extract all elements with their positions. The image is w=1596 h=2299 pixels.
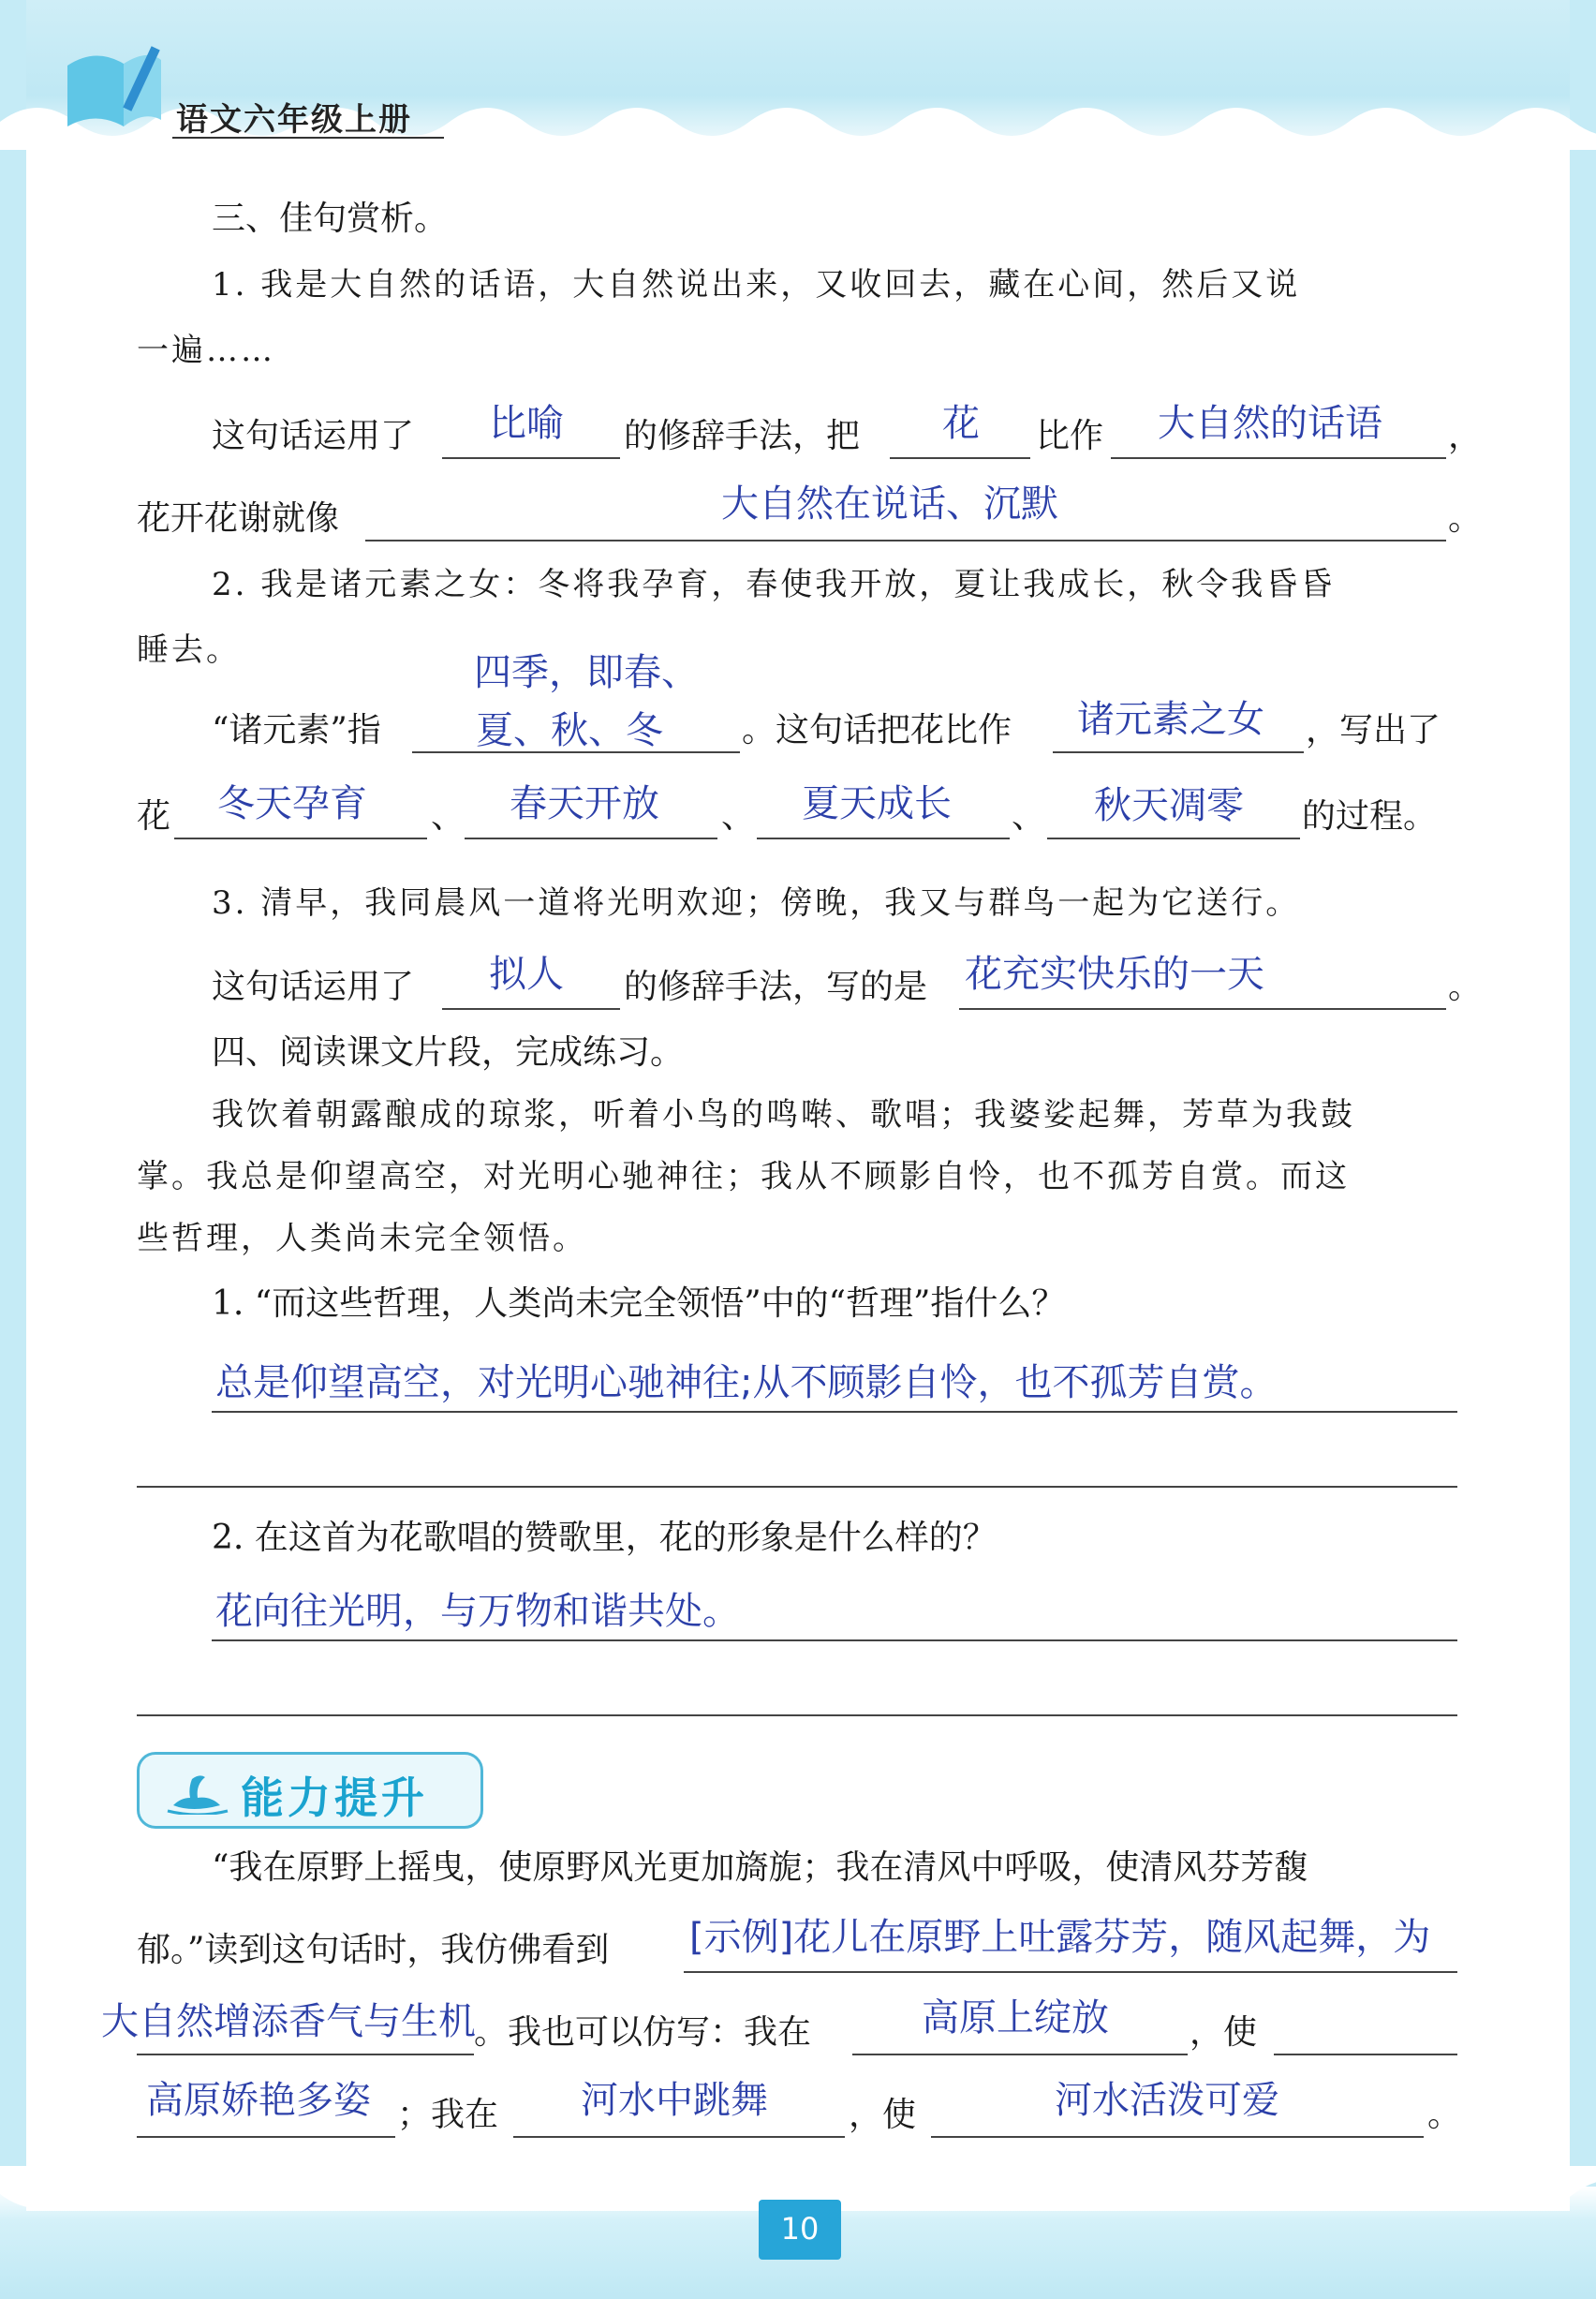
fill-prompt: 。我也可以仿写：我在 — [474, 2013, 812, 2052]
question-text: “我在原野上摇曳，使原野风光更加旖旎；我在清风中呼吸，使清风芬芳馥 — [212, 1848, 1308, 1887]
question-text: 1. “而这些哲理，人类尚未完全领悟”中的“哲理”指什么？ — [212, 1284, 1066, 1323]
handwritten-answer: 高原娇艳多姿 — [146, 2079, 371, 2122]
book-pencil-icon — [58, 37, 170, 141]
fill-prompt: 。 — [1448, 968, 1483, 1006]
handwritten-answer: 花向往光明，与万物和谐共处。 — [215, 1590, 740, 1633]
swan-icon — [164, 1768, 231, 1815]
handwritten-answer: 大自然增添香气与生机 — [101, 2000, 476, 2043]
answer-blank[interactable] — [137, 2012, 474, 2055]
fill-prompt: 这句话运用了 — [212, 968, 415, 1006]
handwritten-answer: 夏、秋、冬 — [476, 709, 663, 752]
book-title: 语文六年级上册 — [176, 101, 412, 139]
handwritten-answer: 总是仰望高空，对光明心驰神往;从不顾影自怜，也不孤芳自赏。 — [215, 1361, 1278, 1404]
fill-prompt: 的修辞手法，写的是 — [624, 968, 928, 1006]
handwritten-answer: 高原上绽放 — [922, 1996, 1109, 2039]
passage-line: 掌。我总是仰望高空，对光明心驰神往；我从不顾影自怜，也不孤芳自赏。而这 — [137, 1158, 1350, 1195]
fill-prompt: ，使 — [1190, 2013, 1258, 2052]
answer-line[interactable] — [212, 1598, 1457, 1641]
fill-prompt: ，使 — [849, 2096, 917, 2134]
handwritten-answer: 春天开放 — [510, 782, 659, 825]
fill-prompt: “诸元素”指 — [212, 711, 381, 749]
answer-line[interactable] — [137, 1445, 1457, 1488]
section-heading: 四、阅读课文片段，完成练习。 — [212, 1033, 685, 1072]
ability-badge — [137, 1752, 483, 1829]
separator: 、 — [1012, 797, 1046, 836]
fill-prompt: 郁。”读到这句话时，我仿佛看到 — [137, 1931, 610, 1969]
handwritten-answer: 拟人 — [489, 953, 564, 996]
handwritten-answer: 河水活泼可爱 — [1055, 2079, 1279, 2122]
separator: 、 — [431, 797, 466, 836]
question-text: 一遍…… — [137, 332, 275, 369]
question-text: 1. 我是大自然的话语，大自然说出来，又收回去，藏在心间，然后又说 — [212, 266, 1301, 304]
handwritten-answer: 大自然的话语 — [1158, 402, 1382, 445]
fill-prompt: 。 — [1448, 499, 1483, 538]
question-text: 睡去。 — [137, 631, 241, 669]
fill-prompt: ， — [1448, 417, 1483, 455]
fill-prompt: ；我在 — [397, 2096, 499, 2134]
fill-prompt: 花开花谢就像 — [137, 499, 340, 538]
handwritten-answer: 河水中跳舞 — [581, 2079, 768, 2122]
handwritten-answer: 花 — [942, 402, 980, 445]
question-text: 3. 清早，我同晨风一道将光明欢迎；傍晚，我又与群鸟一起为它送行。 — [212, 884, 1301, 922]
section-heading: 三、佳句赏析。 — [212, 200, 449, 238]
right-border — [1570, 0, 1596, 2299]
fill-prompt: 。 — [1427, 2096, 1462, 2134]
fill-prompt: 花 — [137, 797, 171, 836]
fill-prompt: 的修辞手法，把 — [624, 417, 861, 455]
page-number-box — [759, 2200, 841, 2260]
passage-line: 我饮着朝露酿成的琼浆，听着小鸟的鸣啭、歌唱；我婆娑起舞，芳草为我鼓 — [212, 1096, 1355, 1134]
fill-prompt: ，写出了 — [1306, 711, 1441, 749]
left-border — [0, 0, 26, 2299]
passage-line: 些哲理，人类尚未完全领悟。 — [137, 1220, 587, 1257]
handwritten-answer: 夏天成长 — [802, 782, 952, 825]
answer-blank[interactable] — [1274, 2012, 1457, 2055]
handwritten-answer: 诸元素之女 — [1077, 698, 1264, 741]
handwritten-answer: 花充实快乐的一天 — [965, 953, 1264, 996]
badge-label: 能力提升 — [241, 1772, 428, 1823]
handwritten-answer: 比喻 — [489, 402, 564, 445]
fill-prompt: 的过程。 — [1302, 797, 1438, 836]
question-text: 2. 我是诸元素之女：冬将我孕育，春使我开放，夏让我成长，秋令我昏昏 — [212, 566, 1336, 603]
separator: 、 — [721, 797, 756, 836]
fill-prompt: 比作 — [1036, 417, 1104, 455]
handwritten-answer: 四季，即春、 — [474, 651, 699, 694]
handwritten-answer: 大自然在说话、沉默 — [721, 482, 1058, 526]
answer-line[interactable] — [212, 1370, 1457, 1413]
handwritten-answer: [示例]花儿在原野上吐露芬芳，随风起舞，为 — [689, 1916, 1431, 1959]
answer-line[interactable] — [137, 1673, 1457, 1716]
fill-prompt: 这句话运用了 — [212, 417, 415, 455]
question-text: 2. 在这首为花歌唱的赞歌里，花的形象是什么样的？ — [212, 1519, 997, 1557]
page-number: 10 — [780, 2211, 820, 2247]
fill-prompt: 。这句话把花比作 — [742, 711, 1012, 749]
header-underline — [172, 137, 444, 139]
handwritten-answer: 冬天孕育 — [217, 782, 367, 825]
handwritten-answer: 秋天凋零 — [1094, 784, 1244, 827]
